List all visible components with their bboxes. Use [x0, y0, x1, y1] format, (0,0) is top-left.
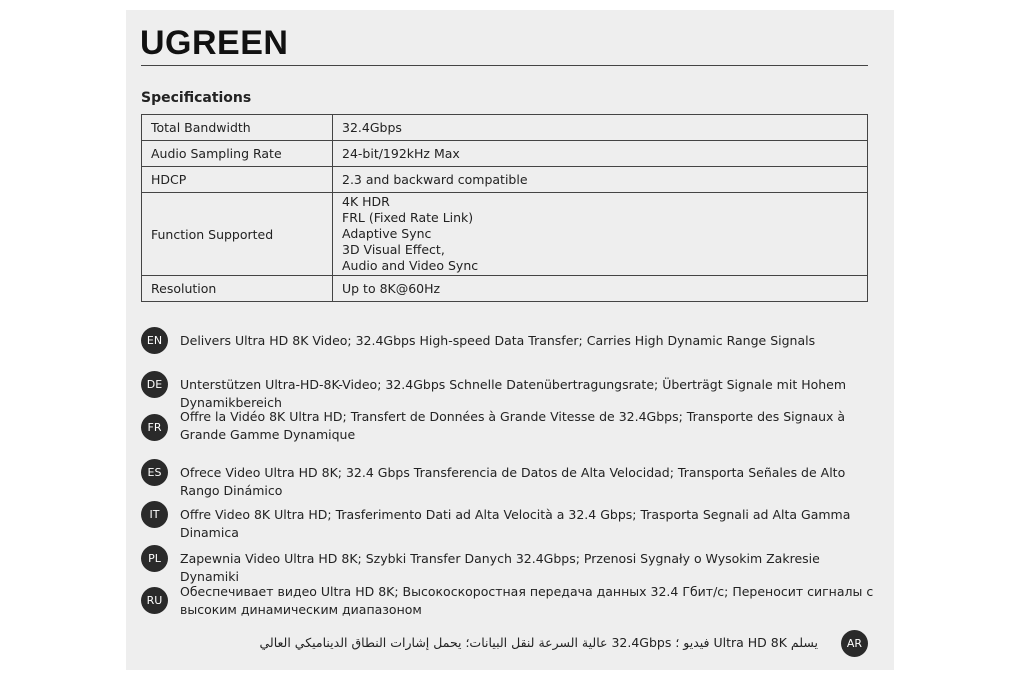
header-divider: [141, 65, 868, 66]
language-text-de: Unterstützen Ultra-HD-8K-Video; 32.4Gbps Schnelle Datenübertragungsrate; Überträgt Signale mit Hohem Dynamikbereich: [180, 377, 847, 410]
language-badge-es: ES: [141, 459, 168, 486]
table-row: [142, 141, 868, 167]
spec-value-list: [333, 193, 868, 276]
language-text-es: Ofrece Video Ultra HD 8K; 32.4 Gbps Transferencia de Datos de Alta Velocidad; Transporta Señales de Alto Rango Dinámico: [180, 465, 846, 498]
spec-value: 24-bit/192kHz Max: [333, 141, 868, 167]
language-text-fr: Offre la Vidéo 8K Ultra HD; Transfert de Données à Grande Vitesse de 32.4Gbps; Transporte des Signaux à Grande Gamme Dynamique: [180, 409, 846, 442]
language-badge-en: EN: [141, 327, 168, 354]
spec-key: Audio Sampling Rate: [142, 141, 333, 167]
language-badge-ru: RU: [141, 587, 168, 614]
language-text-ar: يسلم Ultra HD 8K فيديو ؛ 32.4Gbps عالية السرعة لنقل البيانات؛ يحمل إشارات النطاق الديناميكي العالي: [259, 635, 818, 650]
language-text-pl: Zapewnia Video Ultra HD 8K; Szybki Transfer Danych 32.4Gbps; Przenosi Sygnały o Wysokim Zakresie Dynamiki: [180, 551, 820, 584]
specifications-table: [141, 114, 868, 302]
language-badge-de: DE: [141, 371, 168, 398]
spec-key: HDCP: [142, 167, 333, 193]
language-badge-pl: PL: [141, 545, 168, 572]
spec-value: 2.3 and backward compatible: [333, 167, 868, 193]
table-row: [142, 167, 868, 193]
spec-key: Function Supported: [142, 193, 333, 276]
language-badge-ar: AR: [841, 630, 868, 657]
specifications-title: Specifications: [141, 90, 252, 106]
language-row-ar: [141, 630, 868, 658]
function-item: 4K HDR: [342, 194, 390, 209]
spec-sheet: [126, 10, 894, 670]
table-row: [142, 193, 868, 276]
spec-key: Resolution: [142, 276, 333, 302]
table-row: [142, 115, 868, 141]
language-badge-fr: FR: [141, 414, 168, 441]
language-text-en: Delivers Ultra HD 8K Video; 32.4Gbps High-speed Data Transfer; Carries High Dynamic Range Signals: [180, 333, 816, 348]
language-text-it: Offre Video 8K Ultra HD; Trasferimento Dati ad Alta Velocità a 32.4 Gbps; Trasporta Segnali ad Alta Gamma Dinamica: [180, 507, 851, 540]
table-row: [142, 276, 868, 302]
language-text-ru: Обеспечивает видео Ultra HD 8K; Высокоскоростная передача данных 32.4 Гбит/с; Переносит сигналы с высоким динамическим диапазоном: [180, 584, 874, 617]
language-badge-it: IT: [141, 501, 168, 528]
function-item: 3D Visual Effect,: [342, 242, 445, 257]
function-item: Adaptive Sync: [342, 226, 432, 241]
spec-value: Up to 8K@60Hz: [333, 276, 868, 302]
spec-key: Total Bandwidth: [142, 115, 333, 141]
function-item: FRL (Fixed Rate Link): [342, 210, 474, 225]
function-item: Audio and Video Sync: [342, 258, 479, 273]
brand-logo: UGREEN: [140, 24, 289, 62]
spec-value: 32.4Gbps: [333, 115, 868, 141]
